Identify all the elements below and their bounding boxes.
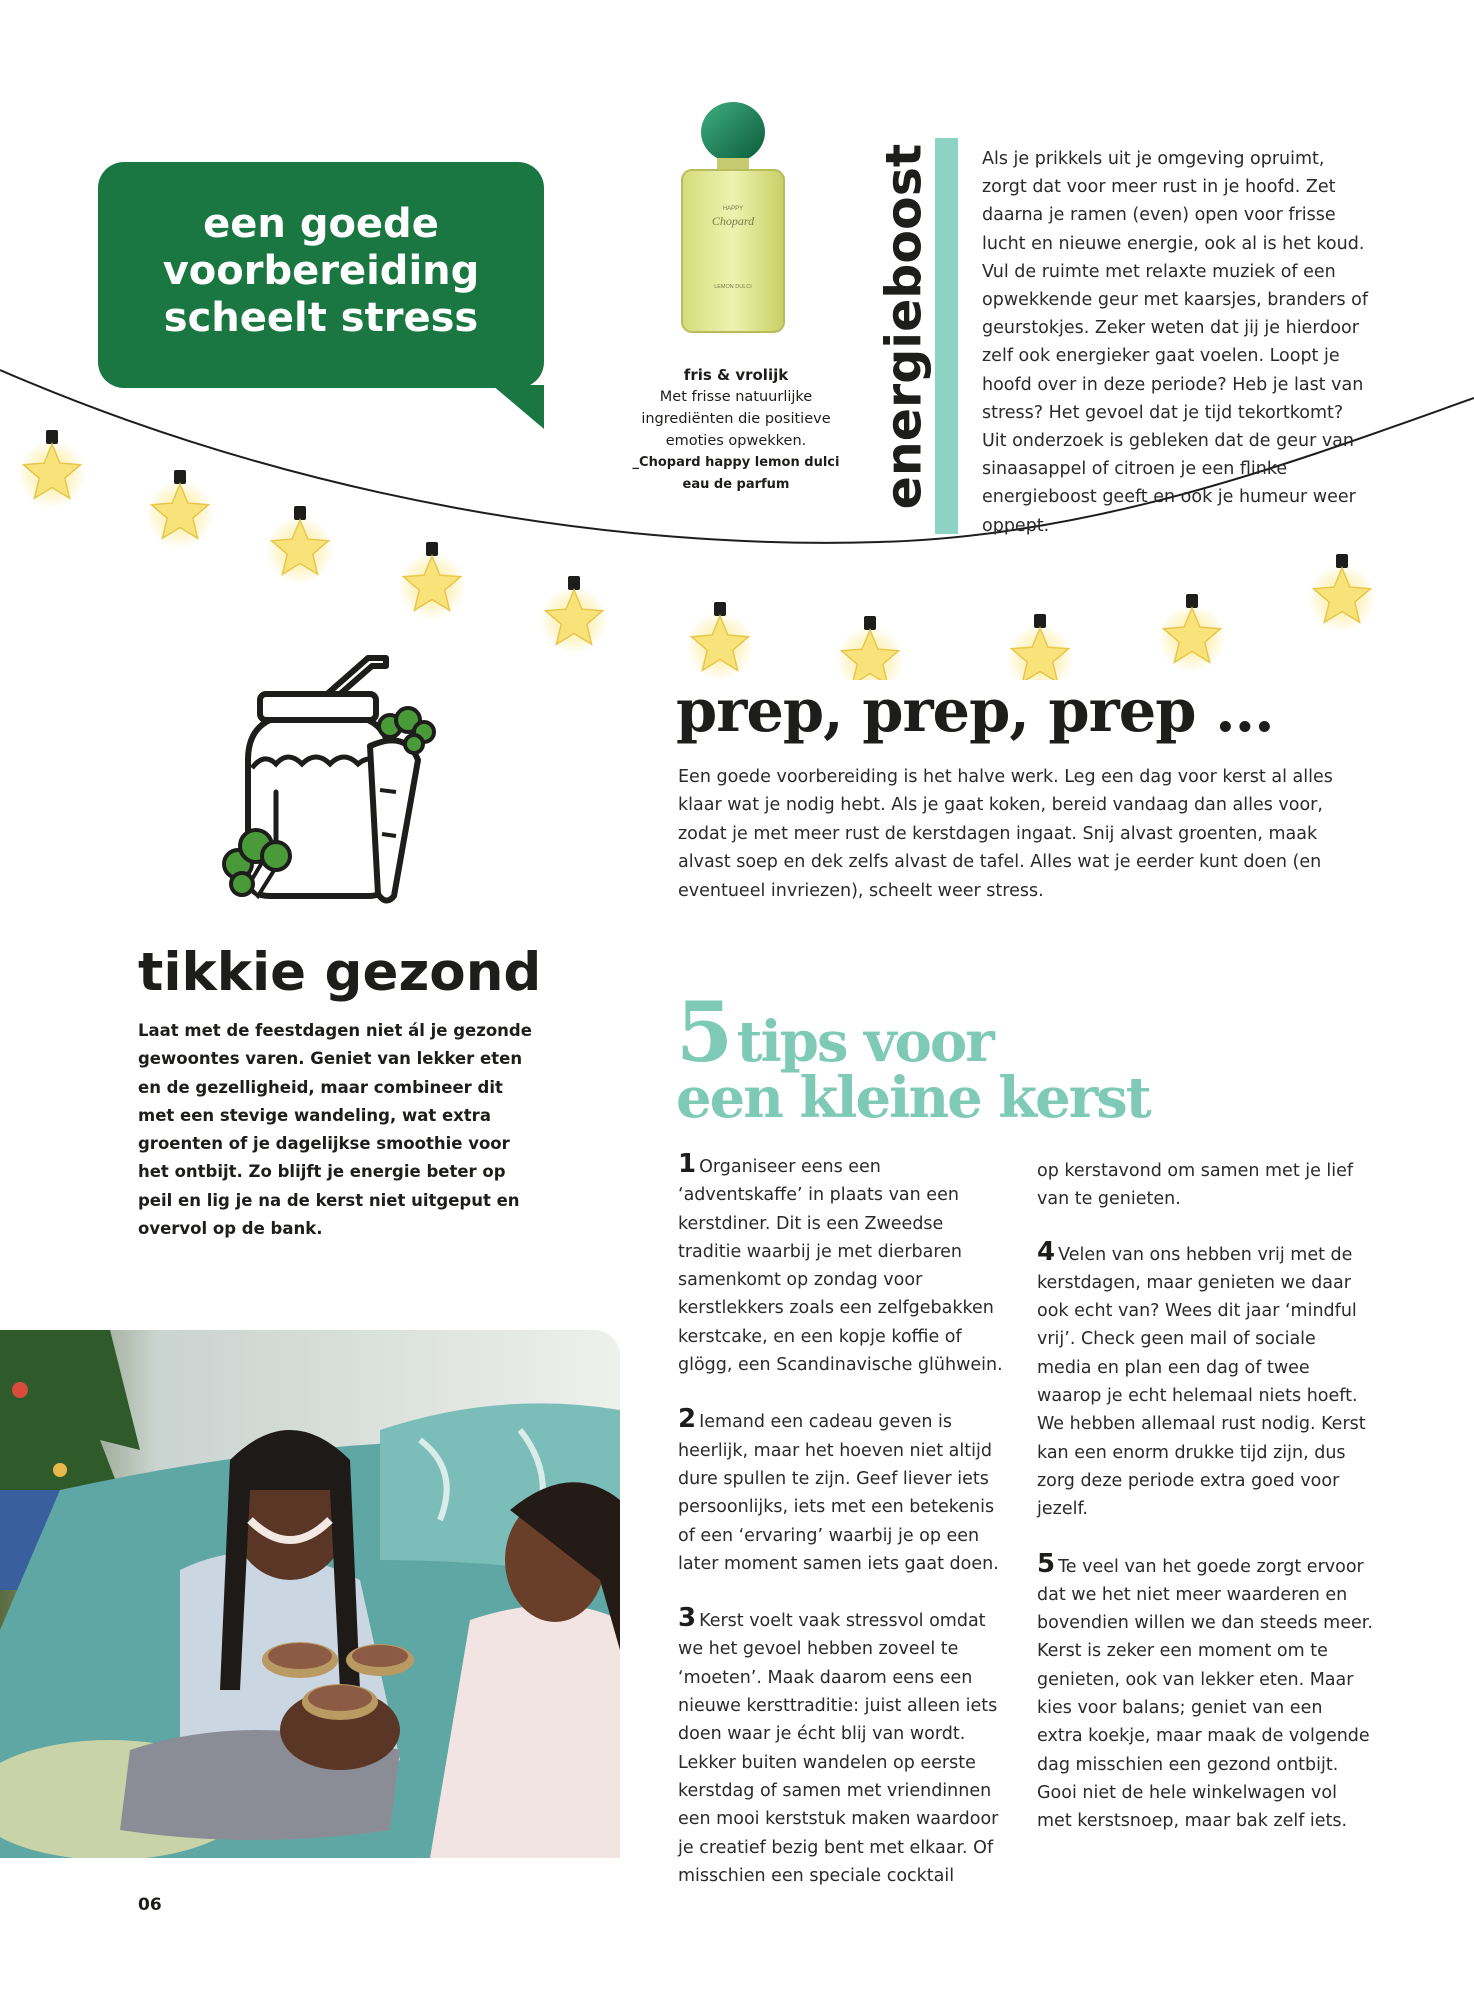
tip-item: 4 Velen van ons hebben vrij met de kerstdagen, maar genieten we daar ook echt van? Wees dit jaar ‘mindful vrij’. Check geen mail of sociale media en plan een dag of twee waarop je echt helemaal niets hoeft. We hebben allemaal rust nodig. Kerst kan een enorm drukke tijd zijn, dus zorg deze periode extra goed voor jezelf. [1037, 1236, 1366, 1520]
prep-body: Een goede voorbereiding is het halve werk. Leg een dag voor kerst al alles klaar wat je nodig hebt. Als je gaat koken, bereid vandaag dan alles voor, zodat je met meer rust de kerstdagen ingaat. Snij alvast groenten, maak alvast soep en dek zelfs alvast de tafel. Alles wat je eerder kunt doen (en eventueel invriezen), scheelt weer stress. [678, 767, 1333, 901]
star-light [1006, 614, 1074, 680]
prep-title: prep, prep, prep ... [676, 676, 1274, 745]
perfume-glass [682, 170, 784, 332]
perfume-caption-title: fris & vrolijk [683, 366, 789, 384]
perfume-caption [628, 364, 844, 496]
tip-item: 5 Te veel van het goede zorgt ervoor dat we het niet meer waarderen en bovendien willen we dan steeds meer. Kerst is zeker een moment om te genieten, ook van lekker eten. Maar kies voor balans; geniet van een extra koekje, maar maak de volgende dag misschien een gezond ontbijt. Gooi niet de hele winkelwagen vol met kerstsnoep, maar bak zelf iets. [1037, 1548, 1373, 1832]
perfume-caption-body: Met frisse natuurlijke ingrediënten die positieve emoties opwekken. [641, 389, 831, 449]
tikkie-title: tikkie gezond [138, 942, 542, 1003]
page-number: 06 [138, 1895, 162, 1915]
perfume-cap [701, 102, 765, 162]
perfume-caption-product: _Chopard happy lemon dulci eau de parfum [632, 455, 840, 492]
bottle-name: Chopard [711, 214, 755, 228]
perfume-bottle [668, 100, 798, 340]
tip-continuation: op kerstavond om samen met je lief van te genieten. [1037, 1161, 1354, 1210]
energieboost-body: Als je prikkels uit je omgeving opruimt, zorgt dat voor meer rust in je hoofd. Zet daarna je ramen (even) open voor frisse lucht en nieuwe energie, ook al is het koud. Vul de ruimte met relaxte muziek of een opwekkende geur met kaarsjes, branders of geurstokjes. Zeker weten dat jij je hierdoor zelf ook energieker gaat voelen. Loopt je hoofd over in deze periode? Heb je last van stress? Het gevoel dat je tijd tekortkomt? Uit onderzoek is gebleken dat de geur van sinaasappel of citroen je een flinke energieboost geeft en ook je humeur weer oppept. [982, 149, 1368, 536]
bottle-variant: LEMON DULCI [714, 284, 752, 290]
energieboost-title: energieboost [875, 143, 933, 509]
tip-item: 1 Organiseer eens een ‘adventskaffe’ in plaats van een kerstdiner. Dit is een Zweedse traditie waarbij je met dierbaren samenkomt op zondag voor kerstlekkers zoals een zelfgebakken kerstcake, en een kopje koffie of glögg, een Scandinavische glühwein. [678, 1149, 1003, 1376]
tips-heading [676, 985, 1150, 1131]
star-light [266, 506, 334, 584]
tips-column-left [678, 1150, 1010, 1916]
star-light [398, 542, 466, 620]
tips-heading-line2: een kleine kerst [676, 1065, 1150, 1131]
photo-two-women-christmas [0, 1330, 620, 1858]
star-light [686, 602, 754, 680]
star-light [1308, 554, 1376, 632]
bottle-brand: HAPPY [722, 206, 744, 212]
tip-item: 3 Kerst voelt vaak stressvol omdat we het gevoel hebben zoveel te ‘moeten’. Maak daarom eens een nieuwe kersttraditie: juist alleen iets doen waar je écht blij van wordt. Lekker buiten wandelen op eerste kerstdag of samen met vriendinnen een mooi kerststuk maken waardoor je creatief bezig bent met elkaar. Of misschien een speciale cocktail [678, 1603, 999, 1886]
energieboost-title-wrap [876, 138, 932, 514]
carrot [370, 740, 418, 900]
tikkie-body: Laat met de feestdagen niet ál je gezonde gewoontes varen. Geniet van lekker eten en de gezelligheid, maar combineer dit met een stevige wandeling, wat extra groenten of je dagelijkse smoothie voor het ontbijt. Zo blijft je energie beter op peil en lig je na de kerst niet uitgeput en overvol op de bank. [138, 1021, 532, 1239]
tips-heading-number: 5 [676, 985, 732, 1081]
smoothie-jar-illustration [218, 650, 468, 916]
star-light [1158, 594, 1226, 672]
bubble-text: een goede voorbereiding scheelt stress [162, 200, 480, 341]
star-light [18, 430, 86, 508]
star-light [836, 616, 904, 680]
jar-lid [260, 694, 376, 720]
tips-column-right [1037, 1157, 1373, 1862]
tips-heading-line1: tips voor [736, 1009, 993, 1075]
tip-item: 2 Iemand een cadeau geven is heerlijk, maar het hoeven niet altijd dure spullen te zijn. Geef liever iets persoonlijks, iets met een betekenis of een ‘ervaring’ waarbij je op een later moment samen iets gaat doen. [678, 1404, 999, 1574]
star-light [540, 576, 608, 654]
star-light [146, 470, 214, 548]
mint-accent-bar [935, 138, 958, 534]
